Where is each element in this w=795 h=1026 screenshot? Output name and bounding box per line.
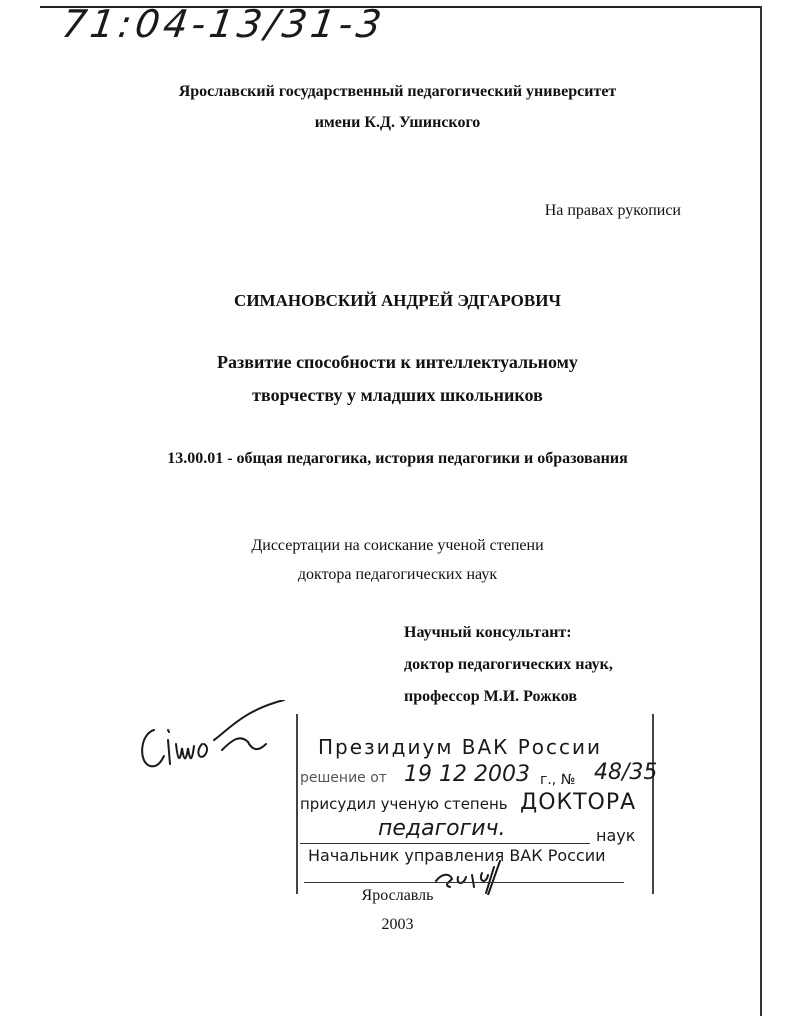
advisor-label: Научный консультант:: [404, 624, 572, 641]
university-name-line2: имени К.Д. Ушинского: [314, 114, 481, 131]
stamp-bottom-line: [304, 882, 624, 883]
stamp-official: Начальник управления ВАК России: [308, 846, 606, 865]
archive-number: 71:04-13/31-3: [59, 2, 388, 46]
dissertation-title-line2: творчеству у младших школьников: [252, 385, 543, 405]
advisor-degree: доктор педагогических наук,: [404, 656, 613, 673]
year: 2003: [381, 916, 414, 933]
dissertation-title-line1: Развитие способности к интеллектуальному: [217, 352, 578, 372]
stamp-decision-number: 48/35: [594, 760, 658, 785]
specialty-code: 13.00.01 - общая педагогика, история педагогики и образования: [167, 450, 628, 467]
stamp-awarded-text: присудил ученую степень: [300, 795, 508, 813]
advisor-name: профессор М.И. Рожков: [404, 688, 577, 705]
stamp-header: Президиум ВАК России: [318, 735, 603, 759]
stamp-decision-label: решение от: [300, 770, 387, 786]
stamp-field: педагогич.: [378, 816, 506, 841]
city: Ярославль: [361, 887, 434, 904]
rights-note: На правах рукописи: [544, 202, 681, 219]
right-border-line: [760, 6, 762, 1016]
university-name: Ярославский государственный педагогический университет: [178, 83, 617, 100]
stamp-degree: ДОКТОРА: [520, 790, 637, 815]
stamp-field-underline: [300, 843, 590, 844]
author-signature: [132, 700, 302, 790]
author-name: СИМАНОВСКИЙ АНДРЕЙ ЭДГАРОВИЧ: [234, 291, 561, 310]
dissertation-degree-line2: доктора педагогических наук: [297, 566, 498, 583]
stamp-field-suffix: наук: [596, 826, 636, 845]
stamp-decision-date: 19 12 2003: [404, 762, 530, 787]
stamp-year-suffix: г., №: [540, 772, 576, 788]
dissertation-degree-line1: Диссертации на соискание ученой степени: [251, 537, 544, 554]
